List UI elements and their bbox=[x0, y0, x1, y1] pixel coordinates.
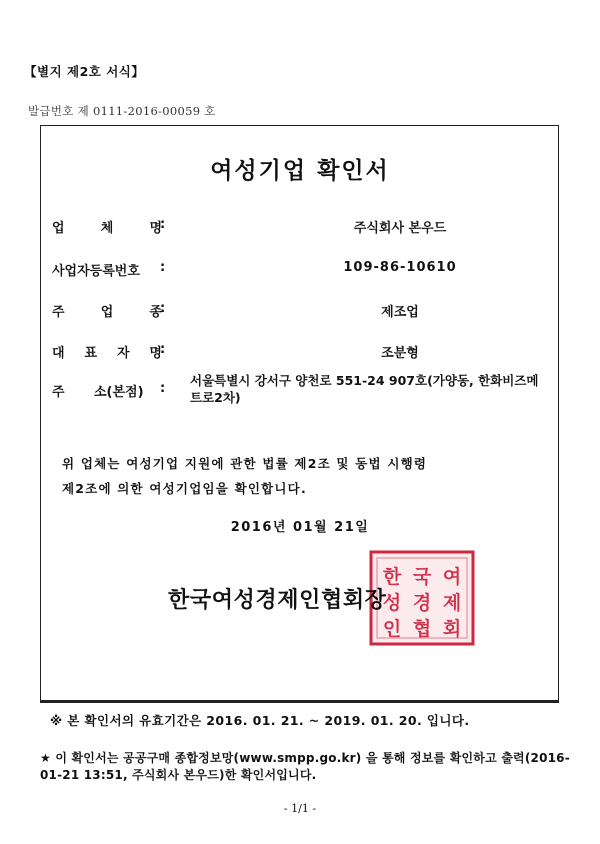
company-name-value: 주식회사 본우드 bbox=[353, 221, 447, 236]
representative-value: 조분형 bbox=[381, 346, 419, 361]
registration-number-label: 사업자등록번호 bbox=[52, 264, 140, 279]
registration-number-value: 109-86-10610 bbox=[343, 260, 457, 275]
svg-text:회: 회 bbox=[442, 618, 462, 640]
main-business-value: 제조업 bbox=[381, 305, 419, 320]
main-business-label: 주 업 종 bbox=[52, 305, 162, 320]
validity-divider bbox=[40, 700, 559, 702]
company-name-label: 업 체 명 bbox=[52, 221, 162, 236]
svg-text:협: 협 bbox=[412, 618, 432, 640]
svg-text:인: 인 bbox=[382, 618, 402, 640]
page-number: - 1/1 - bbox=[283, 802, 317, 815]
representative-label: 대 표 자 명 bbox=[52, 346, 162, 361]
company-name-colon: : bbox=[160, 217, 166, 232]
svg-text:한: 한 bbox=[382, 566, 402, 588]
main-business-colon: : bbox=[160, 301, 166, 316]
certificate-frame bbox=[40, 125, 559, 703]
form-label: 【별지 제2호 서식】 bbox=[24, 64, 145, 79]
address-colon: : bbox=[160, 381, 166, 396]
issuer-name: 한국여성경제인협회장 bbox=[168, 588, 387, 613]
svg-text:국: 국 bbox=[412, 566, 432, 588]
svg-text:성: 성 bbox=[382, 592, 402, 614]
registration-number-colon: : bbox=[160, 260, 166, 275]
smpp-notice: ★ 이 확인서는 공공구매 종합정보망(www.smpp.go.kr) 을 통해 정보를 확인하고 출력(2016-01-21 13:51, 주식회사 본우드)한 확인서입니다. bbox=[40, 751, 570, 782]
svg-text:여: 여 bbox=[442, 566, 462, 588]
representative-colon: : bbox=[160, 342, 166, 357]
issue-date: 2016년 01월 21일 bbox=[230, 520, 370, 535]
document-title: 여성기업 확인서 bbox=[210, 158, 390, 184]
address-value: 서울특별시 강서구 양천로 551-24 907호(가양동, 한화비즈메트로2차) bbox=[190, 373, 539, 405]
validity-period: ※ 본 확인서의 유효기간은 2016. 01. 21. ~ 2019. 01. 20. 입니다. bbox=[50, 713, 470, 728]
issue-number: 발급번호 제 0111-2016-00059 호 bbox=[28, 104, 216, 118]
svg-text:경: 경 bbox=[412, 592, 432, 614]
address-label: 주 소(본점) bbox=[52, 385, 144, 400]
statement-line-2: 제2조에 의한 여성기업임을 확인합니다. bbox=[62, 481, 307, 496]
statement-line-1: 위 업체는 여성기업 지원에 관한 법률 제2조 및 동법 시행령 bbox=[62, 456, 428, 471]
svg-text:제: 제 bbox=[442, 592, 462, 614]
